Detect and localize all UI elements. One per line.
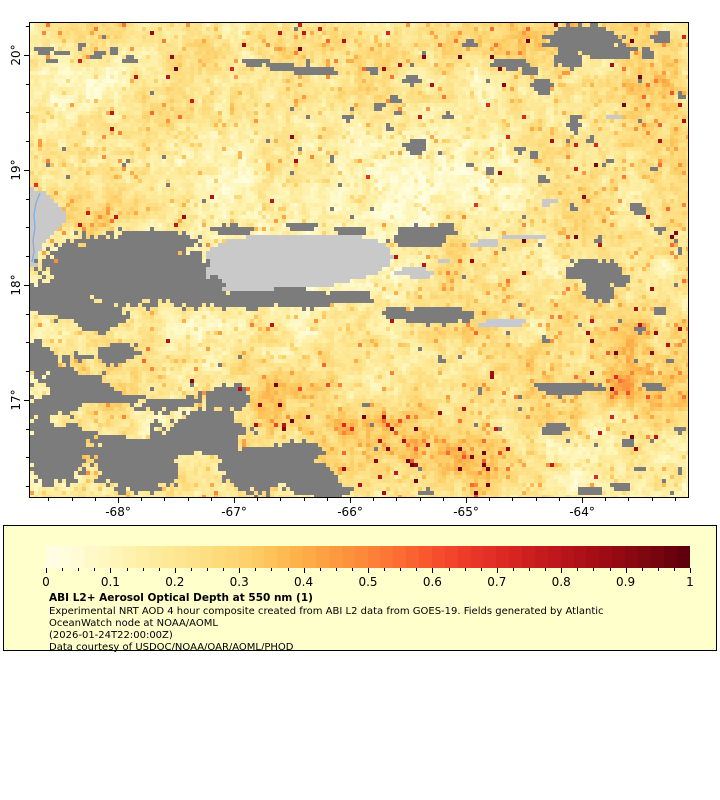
colorbar-major-tick [110,568,111,573]
x-axis-minor-tick [536,498,537,501]
colorbar-minor-tick [336,568,337,571]
colorbar-tick-label: 0.4 [294,575,314,589]
x-axis-minor-tick [327,498,328,501]
colorbar-minor-tick [159,568,160,571]
aod-map-canvas [30,23,688,497]
x-axis-minor-tick [675,498,676,501]
y-axis-minor-tick [26,199,29,200]
x-axis-minor-tick [628,498,629,501]
map-frame [29,22,689,498]
x-axis-minor-tick [280,498,281,501]
y-axis-major-tick [24,400,29,401]
colorbar-major-tick [46,568,47,573]
colorbar-canvas [46,546,690,568]
colorbar-tick-label: 0.2 [165,575,185,589]
colorbar-tick-label: 1 [686,575,694,589]
colorbar-major-tick [175,568,176,573]
x-axis-minor-tick [373,498,374,501]
x-axis-minor-tick [164,498,165,501]
colorbar-minor-tick [94,568,95,571]
x-axis-tick-label: -66° [337,505,363,519]
x-axis-minor-tick [188,498,189,501]
x-axis-major-tick [350,498,351,503]
colorbar-tick-label: 0.6 [422,575,442,589]
x-axis-minor-tick [304,498,305,501]
x-axis-minor-tick [420,498,421,501]
colorbar-minor-tick [384,568,385,571]
x-axis-tick-label: -67° [221,505,247,519]
y-axis-tick-label: 18° [9,274,23,296]
x-axis-minor-tick [489,498,490,501]
y-axis-minor-tick [26,342,29,343]
colorbar-minor-tick [416,568,417,571]
colorbar-tick-label: 0.3 [229,575,249,589]
x-axis-minor-tick [72,498,73,501]
y-axis-tick-label: 19° [9,159,23,181]
x-axis-minor-tick [559,498,560,501]
colorbar-minor-tick [271,568,272,571]
colorbar-minor-tick [400,568,401,571]
colorbar-minor-tick [545,568,546,571]
colorbar-minor-tick [352,568,353,571]
legend-credit: Data courtesy of USDOC/NOAA/OAR/AOML/PHOD [49,642,294,653]
colorbar-minor-tick [288,568,289,571]
x-axis-minor-tick [443,498,444,501]
colorbar-minor-tick [465,568,466,571]
x-axis-minor-tick [211,498,212,501]
legend-panel [3,525,717,651]
colorbar-minor-tick [207,568,208,571]
colorbar-minor-tick [610,568,611,571]
y-axis-tick-label: 20° [9,44,23,66]
legend-description-line2: OceanWatch node at NOAA/AOML [49,618,218,629]
x-axis-minor-tick [95,498,96,501]
y-axis-minor-tick [26,256,29,257]
colorbar-minor-tick [223,568,224,571]
x-axis-tick-label: -64° [569,505,595,519]
colorbar-tick-label: 0 [42,575,50,589]
colorbar-tick-label: 0.7 [487,575,507,589]
y-axis-minor-tick [26,371,29,372]
y-axis-major-tick [24,55,29,56]
colorbar-minor-tick [593,568,594,571]
colorbar-major-tick [368,568,369,573]
y-axis-minor-tick [26,486,29,487]
y-axis-minor-tick [26,457,29,458]
colorbar-major-tick [304,568,305,573]
x-axis-minor-tick [257,498,258,501]
colorbar-minor-tick [529,568,530,571]
colorbar-minor-tick [513,568,514,571]
y-axis-minor-tick [26,227,29,228]
x-axis-minor-tick [396,498,397,501]
x-axis-major-tick [118,498,119,503]
colorbar-major-tick [239,568,240,573]
x-axis-tick-label: -68° [105,505,131,519]
colorbar-minor-tick [658,568,659,571]
y-axis-minor-tick [26,26,29,27]
colorbar-tick-label: 0.9 [616,575,636,589]
y-axis-major-tick [24,285,29,286]
colorbar-minor-tick [127,568,128,571]
colorbar-major-tick [626,568,627,573]
x-axis-minor-tick [48,498,49,501]
x-axis-minor-tick [605,498,606,501]
colorbar-minor-tick [255,568,256,571]
y-axis-minor-tick [26,429,29,430]
legend-timestamp: (2026-01-24T22:00:00Z) [49,630,173,641]
colorbar-minor-tick [642,568,643,571]
colorbar-tick-label: 0.8 [551,575,571,589]
colorbar-major-tick [561,568,562,573]
y-axis-major-tick [24,170,29,171]
colorbar-minor-tick [320,568,321,571]
x-axis-major-tick [582,498,583,503]
y-axis-tick-label: 17° [9,389,23,411]
colorbar-major-tick [497,568,498,573]
x-axis-minor-tick [512,498,513,501]
x-axis-major-tick [234,498,235,503]
y-axis-minor-tick [26,314,29,315]
colorbar-minor-tick [191,568,192,571]
y-axis-minor-tick [26,141,29,142]
y-axis-minor-tick [26,84,29,85]
legend-description-line1: Experimental NRT AOD 4 hour composite created from ABI L2 data from GOES-19. Fields generated by Atlantic [49,606,604,617]
legend-title: ABI L2+ Aerosol Optical Depth at 550 nm (1) [49,592,313,604]
colorbar-tick-label: 0.1 [100,575,120,589]
x-axis-tick-label: -65° [453,505,479,519]
y-axis-minor-tick [26,112,29,113]
colorbar-minor-tick [449,568,450,571]
colorbar-major-tick [690,568,691,573]
colorbar-tick-label: 0.5 [358,575,378,589]
colorbar-minor-tick [143,568,144,571]
colorbar-major-tick [432,568,433,573]
colorbar-minor-tick [481,568,482,571]
x-axis-minor-tick [141,498,142,501]
colorbar-minor-tick [674,568,675,571]
colorbar-minor-tick [62,568,63,571]
x-axis-minor-tick [652,498,653,501]
colorbar-minor-tick [577,568,578,571]
x-axis-major-tick [466,498,467,503]
colorbar-minor-tick [78,568,79,571]
